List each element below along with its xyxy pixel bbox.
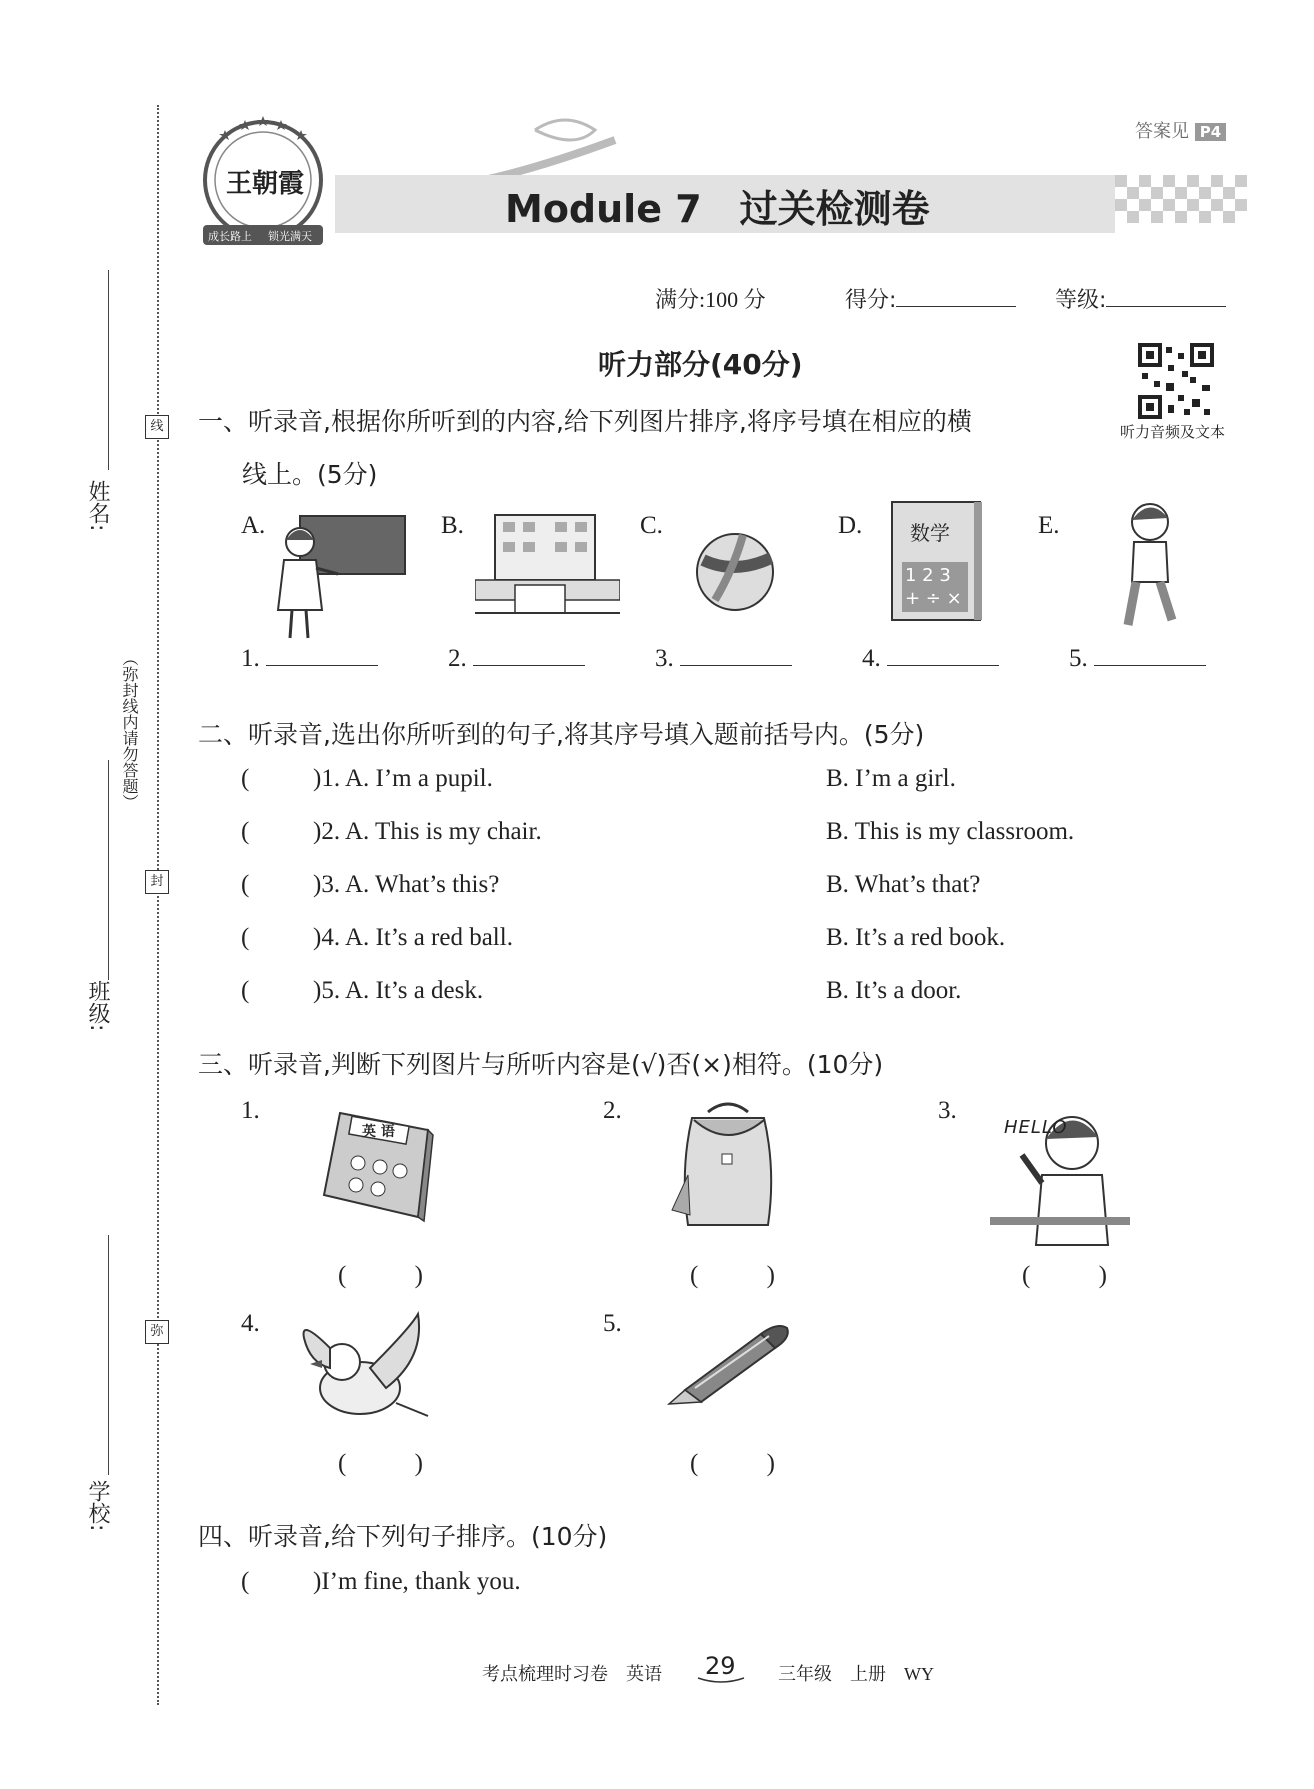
- judge-item-2-num: 2.: [603, 1097, 622, 1124]
- brand-slogan-right: 锁光满天: [268, 230, 312, 243]
- qr-caption: 听力音频及文本: [1120, 425, 1226, 441]
- answer-ref-page: P4: [1195, 123, 1226, 141]
- brand-slogan-left: 成长路上: [208, 230, 252, 243]
- order-blank-3[interactable]: [655, 645, 792, 673]
- section-1-heading-cont: 线上。(5分): [242, 460, 378, 489]
- answer-paren[interactable]: (: [241, 765, 250, 792]
- answer-paren[interactable]: (: [241, 818, 250, 845]
- seal-mark: 封: [145, 870, 169, 894]
- question-5-option-b: B. It’s a door.: [826, 977, 962, 1004]
- answer-paren[interactable]: (: [241, 871, 250, 898]
- order-blank-2-num: 2.: [448, 645, 467, 672]
- score-field[interactable]: [845, 283, 1016, 314]
- hello-text: HELLO: [1004, 1117, 1068, 1138]
- option-b-letter: B.: [441, 512, 464, 539]
- school-label: 学校:: [85, 1480, 110, 1532]
- section-1-heading: 一、听录音,根据你所听到的内容,给下列图片排序,将序号填在相应的横: [198, 407, 972, 436]
- question-5-option-a: )5. A. It’s a desk.: [313, 977, 484, 1004]
- order-blank-1[interactable]: [241, 645, 378, 673]
- school-line: [108, 1235, 109, 1475]
- answer-paren[interactable]: (: [241, 924, 250, 951]
- order-blank-3-num: 3.: [655, 645, 674, 672]
- judge-paren-4[interactable]: ( ): [338, 1450, 423, 1477]
- question-3-option-b: B. What’s that?: [826, 871, 981, 898]
- option-e-letter: E.: [1038, 512, 1060, 539]
- judge-paren-3[interactable]: ( ): [1022, 1262, 1107, 1289]
- question-2-option-b: B. This is my classroom.: [826, 818, 1075, 845]
- judge-paren-5[interactable]: ( ): [690, 1450, 775, 1477]
- page-title: Module 7 过关检测卷: [505, 187, 930, 231]
- grade-field[interactable]: [1055, 283, 1226, 314]
- section-2-heading: 二、听录音,选出你所听到的句子,将其序号填入题前括号内。(5分): [198, 720, 925, 749]
- answer-ref-label: 答案见: [1135, 121, 1189, 142]
- brand-name: 王朝霞: [226, 169, 305, 199]
- order-blank-4[interactable]: [862, 645, 999, 673]
- boy-walking-icon: [1110, 500, 1190, 635]
- judge-item-4-num: 4.: [241, 1310, 260, 1337]
- class-line: [108, 760, 109, 980]
- ball-icon: [693, 530, 778, 615]
- bird-icon: [300, 1308, 435, 1428]
- section-4-heading: 四、听录音,给下列句子排序。(10分): [198, 1522, 608, 1551]
- order-blank-2[interactable]: [448, 645, 585, 673]
- judge-item-3-num: 3.: [938, 1097, 957, 1124]
- option-d-letter: D.: [838, 512, 863, 539]
- sort-sentence-1: )I’m fine, thank you.: [313, 1568, 521, 1595]
- full-score: 满分:100 分: [655, 287, 766, 312]
- name-line: [108, 270, 109, 470]
- math-book-ops: + ÷ ×: [905, 588, 962, 609]
- answer-paren[interactable]: (: [241, 977, 250, 1004]
- class-label: 班级:: [85, 980, 110, 1032]
- english-book-title: 英 语: [362, 1124, 395, 1140]
- judge-paren-2[interactable]: ( ): [690, 1262, 775, 1289]
- order-blank-4-num: 4.: [862, 645, 881, 672]
- footer-left: 考点梳理时习卷 英语: [482, 1664, 662, 1684]
- pen-icon: [665, 1318, 795, 1408]
- order-blank-5[interactable]: [1069, 645, 1206, 673]
- part-title: 听力部分(40分): [598, 348, 803, 381]
- name-label: 姓名:: [85, 480, 110, 532]
- question-1-option-b: B. I’m a girl.: [826, 765, 956, 792]
- score-label: 得分:: [845, 288, 897, 313]
- order-blank-1-num: 1.: [241, 645, 260, 672]
- line-mark: 线: [145, 415, 169, 439]
- binding-dotted-line: [157, 105, 159, 1705]
- footer-right: 三年级 上册 WY: [778, 1664, 934, 1684]
- option-c-letter: C.: [640, 512, 663, 539]
- order-blank-5-num: 5.: [1069, 645, 1088, 672]
- binding-notice: （弥封线内请勿答题）: [120, 650, 139, 810]
- answer-paren[interactable]: (: [241, 1568, 250, 1595]
- math-book-title: 数学: [910, 521, 950, 545]
- question-1-option-a: )1. A. I’m a pupil.: [313, 765, 493, 792]
- qr-code-icon[interactable]: [1138, 343, 1214, 419]
- page-number: 29: [705, 1652, 736, 1680]
- school-building-icon: [475, 510, 620, 615]
- judge-paren-1[interactable]: ( ): [338, 1262, 423, 1289]
- option-a-letter: A.: [241, 512, 266, 539]
- question-4-option-b: B. It’s a red book.: [826, 924, 1006, 951]
- mi-mark: 弥: [145, 1320, 169, 1344]
- judge-item-5-num: 5.: [603, 1310, 622, 1337]
- judge-item-1-num: 1.: [241, 1097, 260, 1124]
- schoolbag-icon: [668, 1100, 783, 1230]
- question-3-option-a: )3. A. What’s this?: [313, 871, 500, 898]
- question-4-option-a: )4. A. It’s a red ball.: [313, 924, 513, 951]
- question-2-option-a: )2. A. This is my chair.: [313, 818, 542, 845]
- math-book-nums: 1 2 3: [905, 565, 951, 586]
- section-3-heading: 三、听录音,判断下列图片与所听内容是(√)否(×)相符。(10分): [198, 1050, 884, 1079]
- page-number-book-icon: [696, 1676, 746, 1688]
- grade-label: 等级:: [1055, 288, 1107, 313]
- teacher-at-blackboard-icon: [270, 510, 410, 645]
